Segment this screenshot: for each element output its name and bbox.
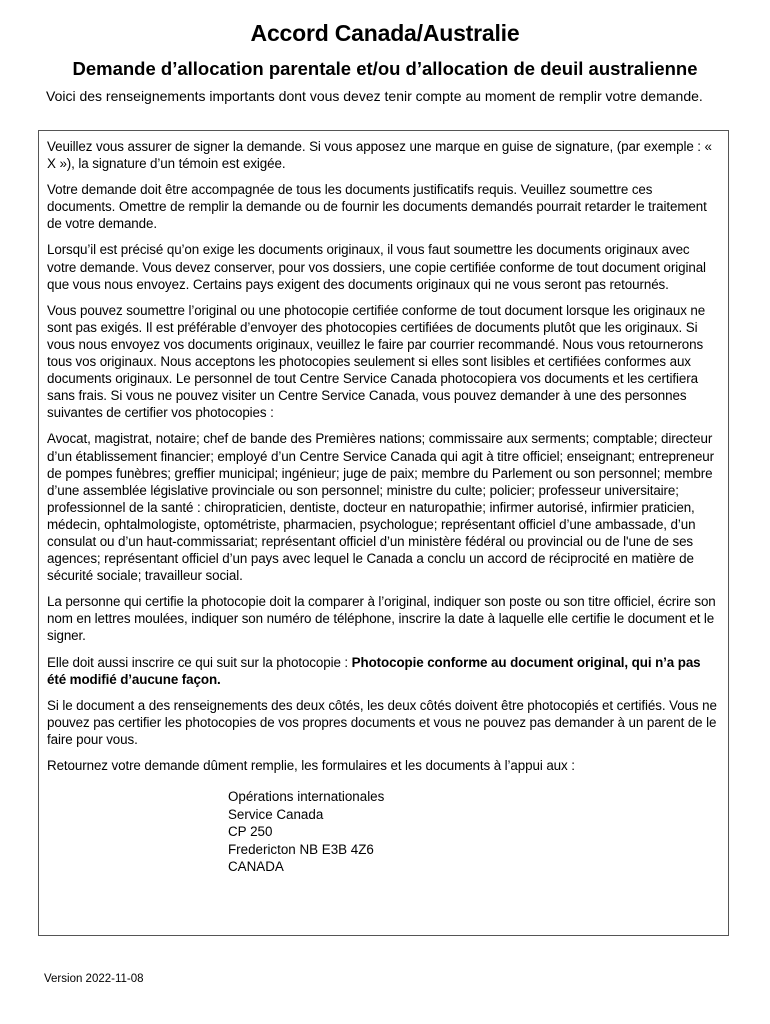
notice-paragraph-certify-statement	[47, 654, 720, 688]
important-notice-box	[38, 130, 729, 936]
notice-paragraph-return: Retournez votre demande dûment remplie, les formulaires et les documents à l’appui aux :	[47, 758, 575, 773]
notice-paragraph-certified-copies: Vous pouvez soumettre l’original ou une photocopie certifiée conforme de tout document lorsque les originaux ne sont pas exigés. Il est préférable d’envoyer des photocopies certifiées de documents plutôt que les originaux. Si vous nous envoyez vos documents originaux, veuillez le faire par courrier recommandé. Nous vous retournerons tous vos originaux. Nous acceptons les photocopies seulement si elles sont lisibles et certifiées conformes aux documents originaux. Le personnel de tout Centre Service Canada photocopiera vos documents et les certifiera sans frais. Si vous ne pouvez visiter un Centre Service Canada, vous pouvez demander à une des personnes suivantes de certifier vos photocopies :	[47, 302, 706, 421]
certify-statement: Photocopie conforme au document original, qui n’a pas été modifié d’aucune façon.	[47, 654, 701, 687]
document-subtitle: Demande d’allocation parentale et/ou d’allocation de deuil australienne	[72, 58, 698, 79]
notice-paragraph-two-sided: Si le document a des renseignements des deux côtés, les deux côtés doivent être photocopiés et certifiés. Vous ne pouvez pas certifier les photocopies de vos propres documents et vous ne pouvez pas demander à un parent de le faire pour vous.	[47, 697, 717, 747]
notice-paragraph-signature: Veuillez vous assurer de signer la demande. Si vous apposez une marque en guise de signature, (par exemple : « X »), la signature d’un témoin est exigée.	[47, 139, 712, 172]
address-line-po-box: CP 250	[228, 824, 273, 840]
notice-paragraph-certifier-list: Avocat, magistrat, notaire; chef de bande des Premières nations; commissaire aux serments; comptable; directeur d’un établissement financier; employé d’un Centre Service Canada qui agit à titre officiel; enseignant; entrepreneur de pompes funèbres; greffier municipal; ingénieur; juge de paix; membre du Parlement ou son personnel; membre d’une assemblée législative provinciale ou son personnel; ministre du culte; policier; professeur universitaire; professionnel de la santé : chiropraticien, dentiste, docteur en naturopathie; infirmer autorisé, infirmier praticien, médecin, ophtalmologiste, optométriste, pharmacien, psychologue; représentant officiel d’une ambassade, d’un consulat ou d’un haut-commissariat; représentant officiel d’un ministère fédéral ou provincial ou de l'une de ses agences; représentant officiel d’un pays avec lequel le Canada a conclu un accord de réciprocité en matière de sécurité sociale; travailleur social.	[47, 431, 715, 584]
address-line-organization: Opérations internationales	[228, 789, 385, 805]
address-line-country: CANADA	[228, 859, 284, 875]
notice-paragraph-certifier-duties: La personne qui certifie la photocopie doit la comparer à l’original, indiquer son poste ou son titre officiel, écrire son nom en lettres moulées, indiquer son numéro de téléphone, inscrire la date à laquelle elle certifie le document et le signer.	[47, 594, 716, 644]
address-line-city: Fredericton NB E3B 4Z6	[228, 841, 374, 857]
intro-text: Voici des renseignements importants dont vous devez tenir compte au moment de remplir votre demande.	[46, 88, 703, 104]
address-line-department: Service Canada	[228, 806, 324, 822]
document-title: Accord Canada/Australie	[250, 20, 520, 46]
notice-paragraph-supporting-documents: Votre demande doit être accompagnée de tous les documents justificatifs requis. Veuillez soumettre ces documents. Omettre de remplir la demande ou de fournir les documents demandés pourrait retarder le traitement de votre demande.	[47, 182, 707, 232]
notice-paragraph-original-documents: Lorsqu’il est précisé qu’on exige les documents originaux, il vous faut soumettre les documents originaux avec votre demande. Vous devez conserver, pour vos dossiers, une copie certifiée conforme de tout document original que vous nous envoyez. Certains pays exigent des documents originaux qui ne vous seront pas retournés.	[47, 242, 706, 292]
certify-prefix: Elle doit aussi inscrire ce qui suit sur la photocopie :	[47, 654, 352, 670]
mailing-address	[228, 788, 720, 876]
version-label: Version 2022-11-08	[44, 973, 144, 985]
